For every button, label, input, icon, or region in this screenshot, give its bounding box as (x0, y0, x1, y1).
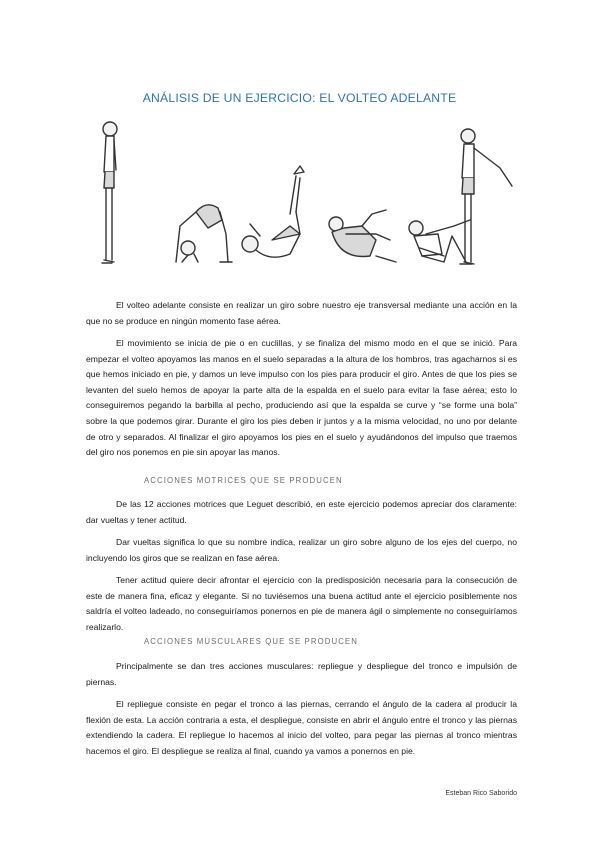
paragraph: El volteo adelante consiste en realizar un giro sobre nuestro eje transversal mediante una acción en la que no se produce en ningún momento fase aérea. (86, 300, 517, 326)
paragraph: El movimiento se inicia de pie o en cuclillas, y se finaliza del mismo modo en el que se inició. Para empezar el volteo apoyamos las manos en el suelo separadas a la altura de los hombros, tras agacharnos si es que hemos iniciado en pie, y damos un leve impulso con los pies para producir el giro. Antes de que los pies se levanten del suelo hemos de apoyar la parte alta de la espalda en el suelo para evitar la fase aérea; esto lo conseguiremos pegando la barbilla al pecho, produciendo así que la espalda se curve y “se forme una bola” sobre la que podemos girar. Durante el giro los pies deben ir juntos y a la misma velocidad, no uno por delante de otro y separados. Al finalizar el giro apoyamos los pies en el suelo y ayudándonos del impulso que traemos del giro nos ponemos en pie sin apoyar las manos. (86, 338, 517, 458)
figure-rolling-back (242, 166, 304, 257)
movement-paragraph-block (86, 336, 517, 461)
forward-roll-illustration (100, 116, 520, 274)
figure-standing-start (102, 122, 117, 263)
page-title: ANÁLISIS DE UN EJERCICIO: EL VOLTEO ADELANTE (142, 91, 457, 105)
motor-actions-paragraph-2-block (86, 535, 517, 566)
author-signature: Esteban Rico Saborido (445, 790, 517, 797)
section-heading-motor-actions: ACCIONES MOTRICES QUE SE PRODUCEN (144, 476, 343, 485)
motor-actions-paragraph-1-block (86, 497, 517, 528)
figure-tucked-ball (329, 210, 396, 262)
paragraph: Principalmente se dan tres acciones musculares: repliegue y despliegue del tronco e impulsión de piernas. (86, 661, 517, 687)
figure-standing-end (460, 129, 512, 264)
figure-hands-down (176, 205, 232, 262)
section-heading-muscular-actions: ACCIONES MUSCULARES QUE SE PRODUCEN (144, 637, 358, 646)
paragraph: Dar vueltas significa lo que su nombre indica, realizar un giro sobre alguno de los ejes del cuerpo, no incluyendo los giros que se realizan en fase aérea. (86, 537, 517, 563)
intro-paragraph-block (86, 298, 517, 329)
forward-roll-sequence-drawing (100, 116, 520, 274)
muscular-actions-paragraph-2-block (86, 697, 517, 759)
paragraph: De las 12 acciones motrices que Leguet describió, en este ejercicio podemos apreciar dos claramente: dar vueltas y tener actitud. (86, 499, 517, 525)
motor-actions-paragraph-3-block (86, 573, 517, 635)
paragraph: Tener actitud quiere decir afrontar el ejercicio con la predisposición necesaria para la consecución de este de manera fina, eficaz y elegante. Si no tuviésemos una buena actitud ante el ejercicio posiblemente nos saldría el volteo ladeado, no conseguiríamos ponernos en pie de manera ágil o simplemente no conseguiríamos realizarlo. (86, 575, 517, 632)
paragraph: El repliegue consiste en pegar el tronco a las piernas, cerrando el ángulo de la cadera al producir la flexión de esta. La acción contraria a esta, el despliegue, consiste en abrir el ángulo entre el tronco y las piernas extendiendo la cadera. El repliegue lo hacemos al inicio del volteo, para pegar las piernas al tronco mientras hacemos el giro. El despliegue se realiza al final, cuando ya vamos a ponernos en pie. (86, 699, 517, 756)
figure-sitting-up (409, 220, 470, 262)
muscular-actions-paragraph-1-block (86, 659, 517, 690)
